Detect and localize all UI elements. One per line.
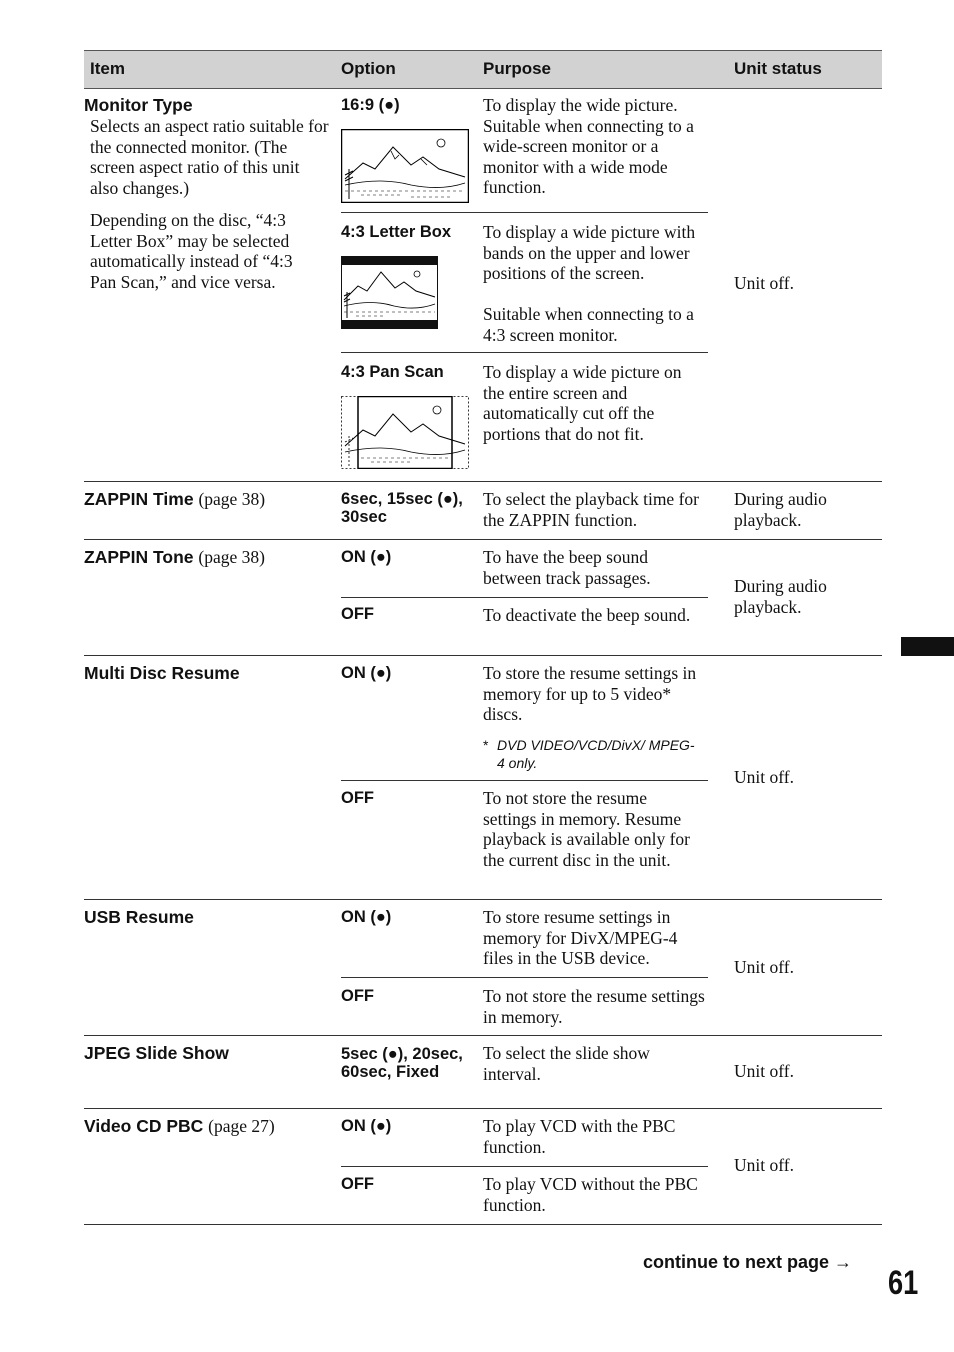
multi-disc-resume-on-purpose: To store the resume settings in memory for up to 5 video* discs. [483,663,697,724]
footnote-mark: * [483,737,489,753]
zappin-tone-on: ON (●) [341,548,392,566]
letterbox-landscape-icon [341,256,438,329]
video-cd-pbc-on-purpose: To play VCD with the PBC function. [483,1116,676,1157]
header-option: Option [341,59,396,78]
video-cd-pbc-off-purpose: To play VCD without the PBC function. [483,1174,698,1215]
zappin-tone-off: OFF [341,605,374,623]
jpeg-slide-show-status: Unit off. [734,1061,794,1081]
zappin-tone-off-purpose: To deactivate the beep sound. [483,605,691,625]
purpose-pan-scan: To display a wide picture on the entire screen and automatically cut off the portions that do not fit. [483,362,682,444]
header-item: Item [90,59,125,78]
zappin-tone-page-ref: (page 38) [198,547,265,567]
section-tab-marker [901,637,954,656]
zappin-time-option: 6sec, 15sec (●), 30sec [341,490,463,526]
option-pan-scan: 4:3 Pan Scan [341,363,444,381]
zappin-time-title: ZAPPIN Time (page 38) [84,489,266,509]
video-cd-pbc-page-ref: (page 27) [208,1116,275,1136]
zappin-tone-status: During audio playback. [734,576,827,617]
monitor-type-note: Depending on the disc, “4:3 Letter Box” may be selected automatically instead of “4:3 Pan Scan,” and vice versa. [90,210,293,292]
purpose-16-9: To display the wide picture. Suitable when connecting to a wide-screen monitor or a monitor with a wide mode function. [483,95,694,197]
video-cd-pbc-on: ON (●) [341,1117,392,1135]
multi-disc-resume-on: ON (●) [341,664,392,682]
usb-resume-off: OFF [341,987,374,1005]
continue-to-next-page: continue to next page → [643,1252,853,1272]
usb-resume-on: ON (●) [341,908,392,926]
jpeg-slide-show-purpose: To select the slide show interval. [483,1043,650,1084]
multi-disc-resume-title: Multi Disc Resume [84,663,240,683]
purpose-letter-box-2: Suitable when connecting to a 4:3 screen monitor. [483,304,694,345]
page-number: 61 [888,1264,919,1302]
purpose-letter-box: To display a wide picture with bands on the upper and lower positions of the screen. [483,222,696,283]
option-letter-box: 4:3 Letter Box [341,223,452,241]
monitor-type-description: Selects an aspect ratio suitable for the connected monitor. (The screen aspect ratio of this unit also changes.) [90,116,329,198]
header-purpose: Purpose [483,59,552,78]
video-cd-pbc-off: OFF [341,1175,374,1193]
zappin-time-page-ref: (page 38) [198,489,266,509]
table-header [84,50,882,89]
zappin-time-purpose: To select the playback time for the ZAPPIN function. [483,489,699,530]
usb-resume-off-purpose: To not store the resume settings in memory. [483,986,705,1027]
panscan-landscape-icon [341,396,469,469]
multi-disc-resume-off: OFF [341,789,374,807]
multi-disc-resume-off-purpose: To not store the resume settings in memory. Resume playback is available only for the current disc in the unit. [483,788,691,870]
jpeg-slide-show-title: JPEG Slide Show [84,1043,229,1063]
video-cd-pbc-status: Unit off. [734,1155,794,1175]
jpeg-slide-show-option: 5sec (●), 20sec, 60sec, Fixed [341,1045,463,1081]
monitor-type-title: Monitor Type [84,95,193,115]
usb-resume-status: Unit off. [734,957,794,977]
multi-disc-resume-status: Unit off. [734,767,794,787]
zappin-tone-title: ZAPPIN Tone (page 38) [84,547,265,567]
zappin-tone-on-purpose: To have the beep sound between track passages. [483,547,651,588]
option-16-9: 16:9 (●) [341,96,400,114]
zappin-time-status: During audio playback. [734,489,827,530]
wide-screen-landscape-icon [341,129,469,203]
monitor-type-status: Unit off. [734,273,794,293]
footnote-text: DVD VIDEO/VCD/DivX/ MPEG-4 only. [497,737,695,771]
usb-resume-on-purpose: To store resume settings in memory for DivX/MPEG-4 files in the USB device. [483,907,678,968]
video-cd-pbc-title: Video CD PBC (page 27) [84,1116,275,1136]
header-unit-status: Unit status [734,59,822,78]
usb-resume-title: USB Resume [84,907,194,927]
